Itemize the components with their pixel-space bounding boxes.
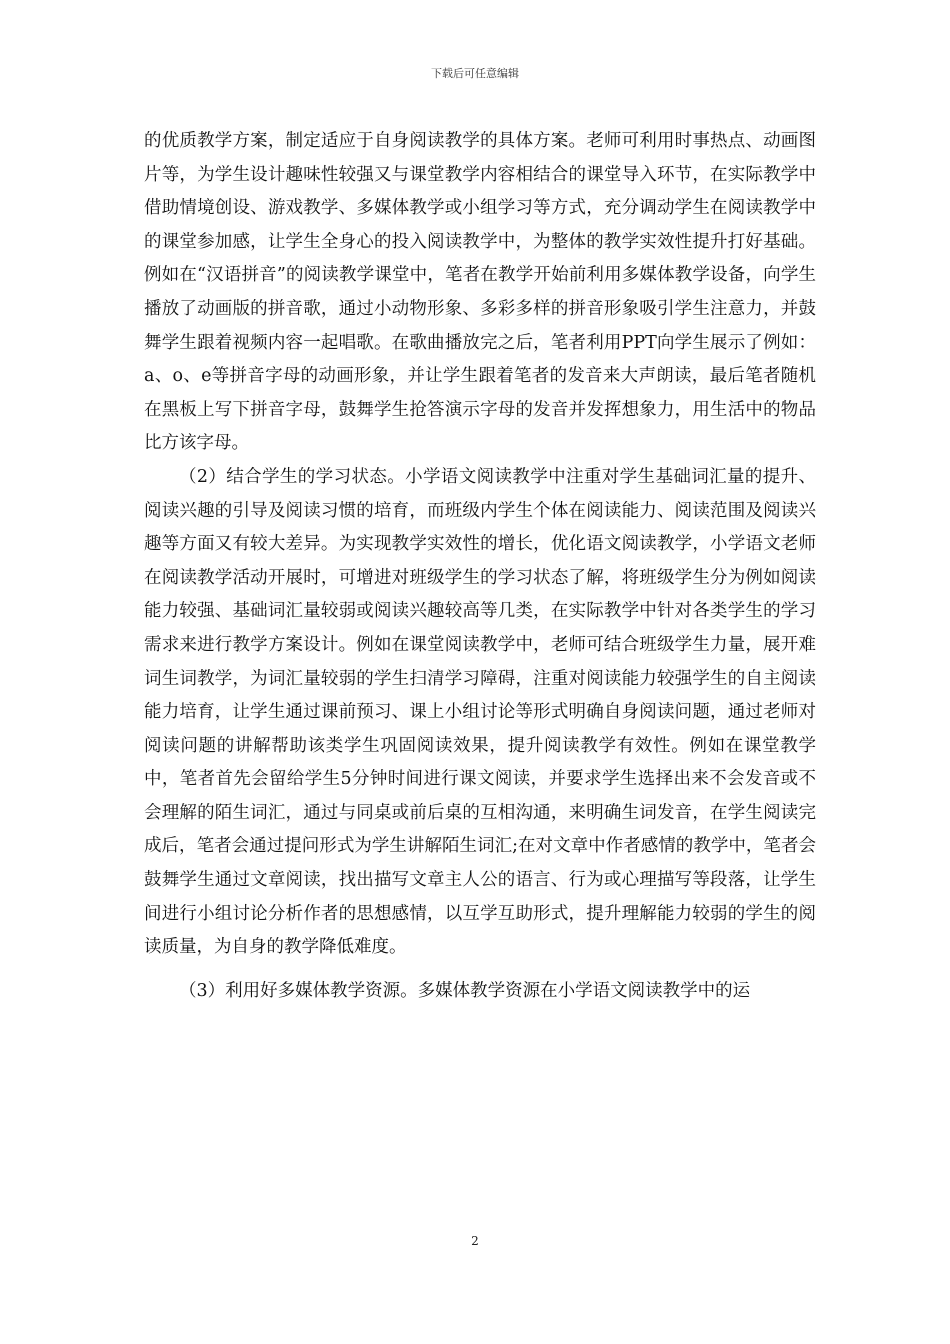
page-number: 2 <box>471 1234 479 1248</box>
document-body <box>144 125 816 1008</box>
paragraph-1: 的优质教学方案，制定适应于自身阅读教学的具体方案。老师可利用时事热点、动画图片等，为学生设计趣味性较强又与课堂教学内容相结合的课堂导入环节，在实际教学中借助情境创设、游戏教学、多媒体教学或小组学习等方式，充分调动学生在阅读教学中的课堂参加感，让学生全身心的投入阅读教学中，为整体的教学实效性提升打好基础。例如在“汉语拼音”的阅读教学课堂中，笔者在教学开始前利用多媒体教学设备，向学生播放了动画版的拼音歌，通过小动物形象、多彩多样的拼音形象吸引学生注意力，并鼓舞学生跟着视频内容一起唱歌。在歌曲播放完之后，笔者利用PPT向学生展示了例如：a、o、e等拼音字母的动画形象，并让学生跟着笔者的发音来大声朗读，最后笔者随机在黑板上写下拼音字母，鼓舞学生抢答演示字母的发音并发挥想象力，用生活中的物品比方该字母。 <box>144 131 816 454</box>
paragraph-3: （3）利用好多媒体教学资源。多媒体教学资源在小学语文阅读教学中的运 <box>179 980 751 1001</box>
paragraph-2: （2）结合学生的学习状态。小学语文阅读教学中注重对学生基础词汇量的提升、阅读兴趣的引导及阅读习惯的培育，而班级内学生个体在阅读能力、阅读范围及阅读兴趣等方面又有较大差异。为实现教学实效性的增长，优化语文阅读教学，小学语文老师在阅读教学活动开展时，可增进对班级学生的学习状态了解，将班级学生分为例如阅读能力较强、基础词汇量较弱或阅读兴趣较高等几类，在实际教学中针对各类学生的学习需求来进行教学方案设计。例如在课堂阅读教学中，老师可结合班级学生力量，展开难词生词教学，为词汇量较弱的学生扫清学习障碍，注重对阅读能力较强学生的自主阅读能力培育，让学生通过课前预习、课上小组讨论等形式明确自身阅读问题，通过老师对阅读问题的讲解帮助该类学生巩固阅读效果，提升阅读教学有效性。例如在课堂教学中，笔者首先会留给学生5分钟时间进行课文阅读，并要求学生选择出来不会发音或不会理解的陌生词汇，通过与同桌或前后桌的互相沟通，来明确生词发音，在学生阅读完成后，笔者会通过提问形式为学生讲解陌生词汇;在对文章中作者感情的教学中，笔者会鼓舞学生通过文章阅读，找出描写文章主人公的语言、行为或心理描写等段落，让学生间进行小组讨论分析作者的思想感情，以互学互助形式，提升理解能力较弱的学生的阅读质量，为自身的教学降低难度。 <box>144 466 816 958</box>
page-header: 下载后可任意编辑 <box>431 67 519 80</box>
